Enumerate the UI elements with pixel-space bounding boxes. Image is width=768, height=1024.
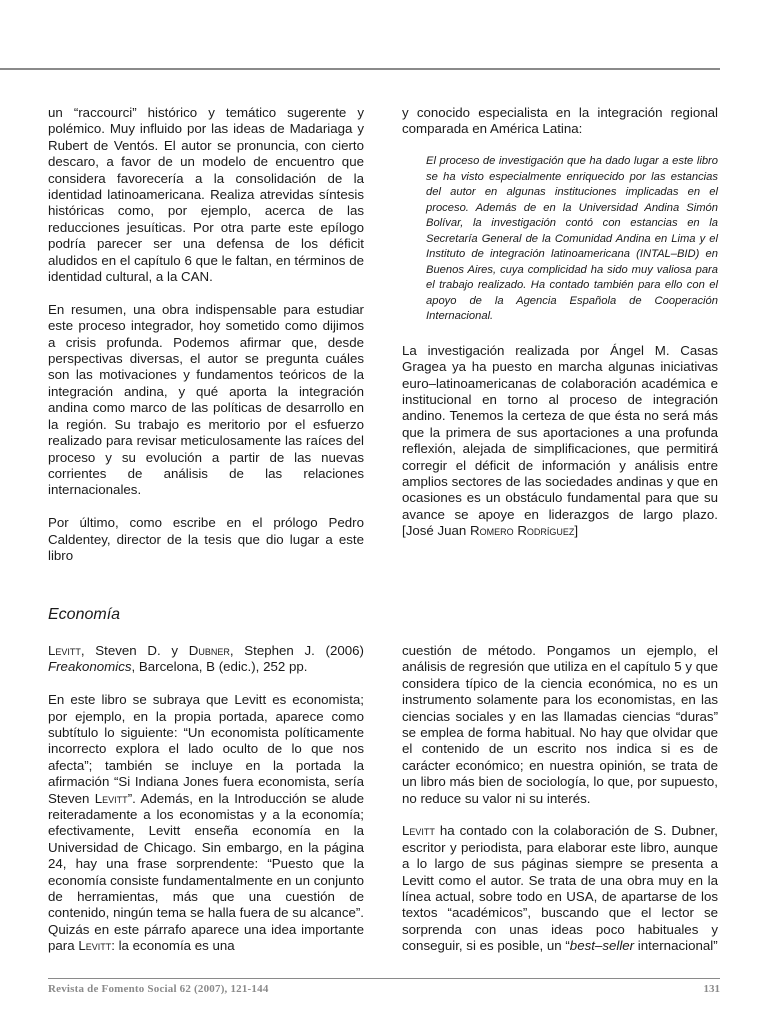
paragraph xyxy=(402,343,718,540)
paragraph: Por último, como escribe en el prólogo Pedro Caldentey, director de la tesis que dio lugar a este libro xyxy=(48,515,364,563)
top-rule xyxy=(0,68,720,70)
bottom-rule xyxy=(48,978,720,979)
top-right-column xyxy=(402,105,718,556)
review-signature: [José Juan Romero Rodríguez] xyxy=(402,523,579,539)
page-number: 131 xyxy=(703,983,720,995)
book-citation: Levitt, Steven D. y Dubner, Stephen J. (2006) Freakonomics, Barcelona, B (edic.), 252 pp. xyxy=(48,643,364,675)
paragraph: un “raccourci” histórico y temático sugerente y polémico. Muy influido por las ideas de Madariaga y Rubert de Ventós. El autor se pronuncia, con cierto descaro, a favor de un modelo de encuentro que considera favorecería a la consolidación de la identidad latinoamericana. Realiza atrevidas síntesis históricas como, por ejemplo, acerca de las reducciones jesuíticas. Por otra parte este epílogo podría parecer ser una defensa de los déficit aludidos en el capítulo 6 que le faltan, en términos de identidad cultural, a la CAN. xyxy=(48,105,364,285)
paragraph-text: La investigación realizada por Ángel M. Casas Gragea ya ha puesto en marcha algunas iniciativas euro–latinoamericanas de colaboración académica e institucional en torno al proceso de integración andino. Tenemos la certeza de que ésta no será más que la primera de sus aportaciones a una profunda reflexión, alejada de simplificaciones, que permitirá corregir el déficit de información y análisis entre amplios sectores de las sociedades andinas y que en ocasiones es un obstáculo fundamental para que su avance se apoye en liderazgos de largo plazo. xyxy=(402,342,718,522)
paragraph: y conocido especialista en la integración regional comparada en América Latina: xyxy=(402,105,718,137)
paragraph: En resumen, una obra indispensable para estudiar este proceso integrador, hoy sometido como dijimos a crisis profunda. Podemos afirmar que, desde perspectivas diversas, el autor se pregunta cuáles son las motivaciones y fundamentos teóricos de la integración andina, y qué aporta la integración andina como marco de las políticas de desarrollo en la región. Su trabajo es meritorio por el esfuerzo realizado para revisar meticulosamente las raíces del proceso y su evolución a partir de las nuevas corrientes de análisis de las relaciones internacionales. xyxy=(48,301,364,498)
top-left-column xyxy=(48,105,364,581)
bottom-left-column xyxy=(48,643,364,971)
section-title: Economía xyxy=(48,606,121,623)
block-quote: El proceso de investigación que ha dado lugar a este libro se ha visto especialmente enriquecido por las estancias del autor en algunas instituciones implicadas en el proceso. Además de en la Universidad Andina Simón Bolívar, la investigación contó con estancias en la Secretaría General de la Comunidad Andina en Lima y el Instituto de integración latinoamericana (INTAL–BID) en Buenos Aires, cuya complicidad ha sido muy valiosa para el trabajo realizado. Ha contado también para ello con el apoyo de la Agencia Española de Cooperación Internacional. xyxy=(426,155,718,323)
paragraph: Levitt ha contado con la colaboración de S. Dubner, escritor y periodista, para elaborar este libro, aunque a lo largo de sus páginas siempre se presenta a Levitt como el autor. Se trata de una obra muy en la línea actual, sobre todo en USA, de apartarse de los textos “académicos”, buscando que el lector se sorprenda con unas ideas poco habituales y conseguir, si es posible, un “best–seller internacional” xyxy=(402,823,718,954)
journal-citation: Revista de Fomento Social 62 (2007), 121-144 xyxy=(48,983,269,995)
paragraph: cuestión de método. Pongamos un ejemplo, el análisis de regresión que utiliza en el capítulo 5 y que considera típico de la ciencia económica, no es un instrumento solamente para los economistas, en las ciencias sociales y en las llamadas ciencias “duras” se emplea de forma habitual. No hay que olvidar que el contenido de un escrito nos indica si es de carácter económico; en nuestra opinión, se trata de un libro más bien de sociología, lo que, por supuesto, no reduce su valor ni su interés. xyxy=(402,643,718,806)
book-title: Freakonomics xyxy=(48,659,132,675)
bottom-right-column xyxy=(402,643,718,971)
paragraph: En este libro se subraya que Levitt es economista; por ejemplo, en la propia portada, aparece como subtítulo lo siguiente: “Un economista políticamente incorrecto explora el lado oculto de lo que nos afecta”; también se incluye en la portada la afirmación “Si Indiana Jones fuera economista, sería Steven Levitt”. Además, en la Introducción se alude reiteradamente a los economistas y a la economía; efectivamente, Levitt enseña economía en la Universidad de Chicago. Sin embargo, en la página 24, hay una frase sorprendente: “Puesto que la economía consiste fundamentalmente en un conjunto de herramientas, más que una cuestión de contenido, ningún tema se halla fuera de su alcance”. Quizás en este párrafo aparece una idea importante para Levitt: la economía es una xyxy=(48,692,364,954)
reviewer-name: Romero Rodríguez xyxy=(470,523,575,539)
